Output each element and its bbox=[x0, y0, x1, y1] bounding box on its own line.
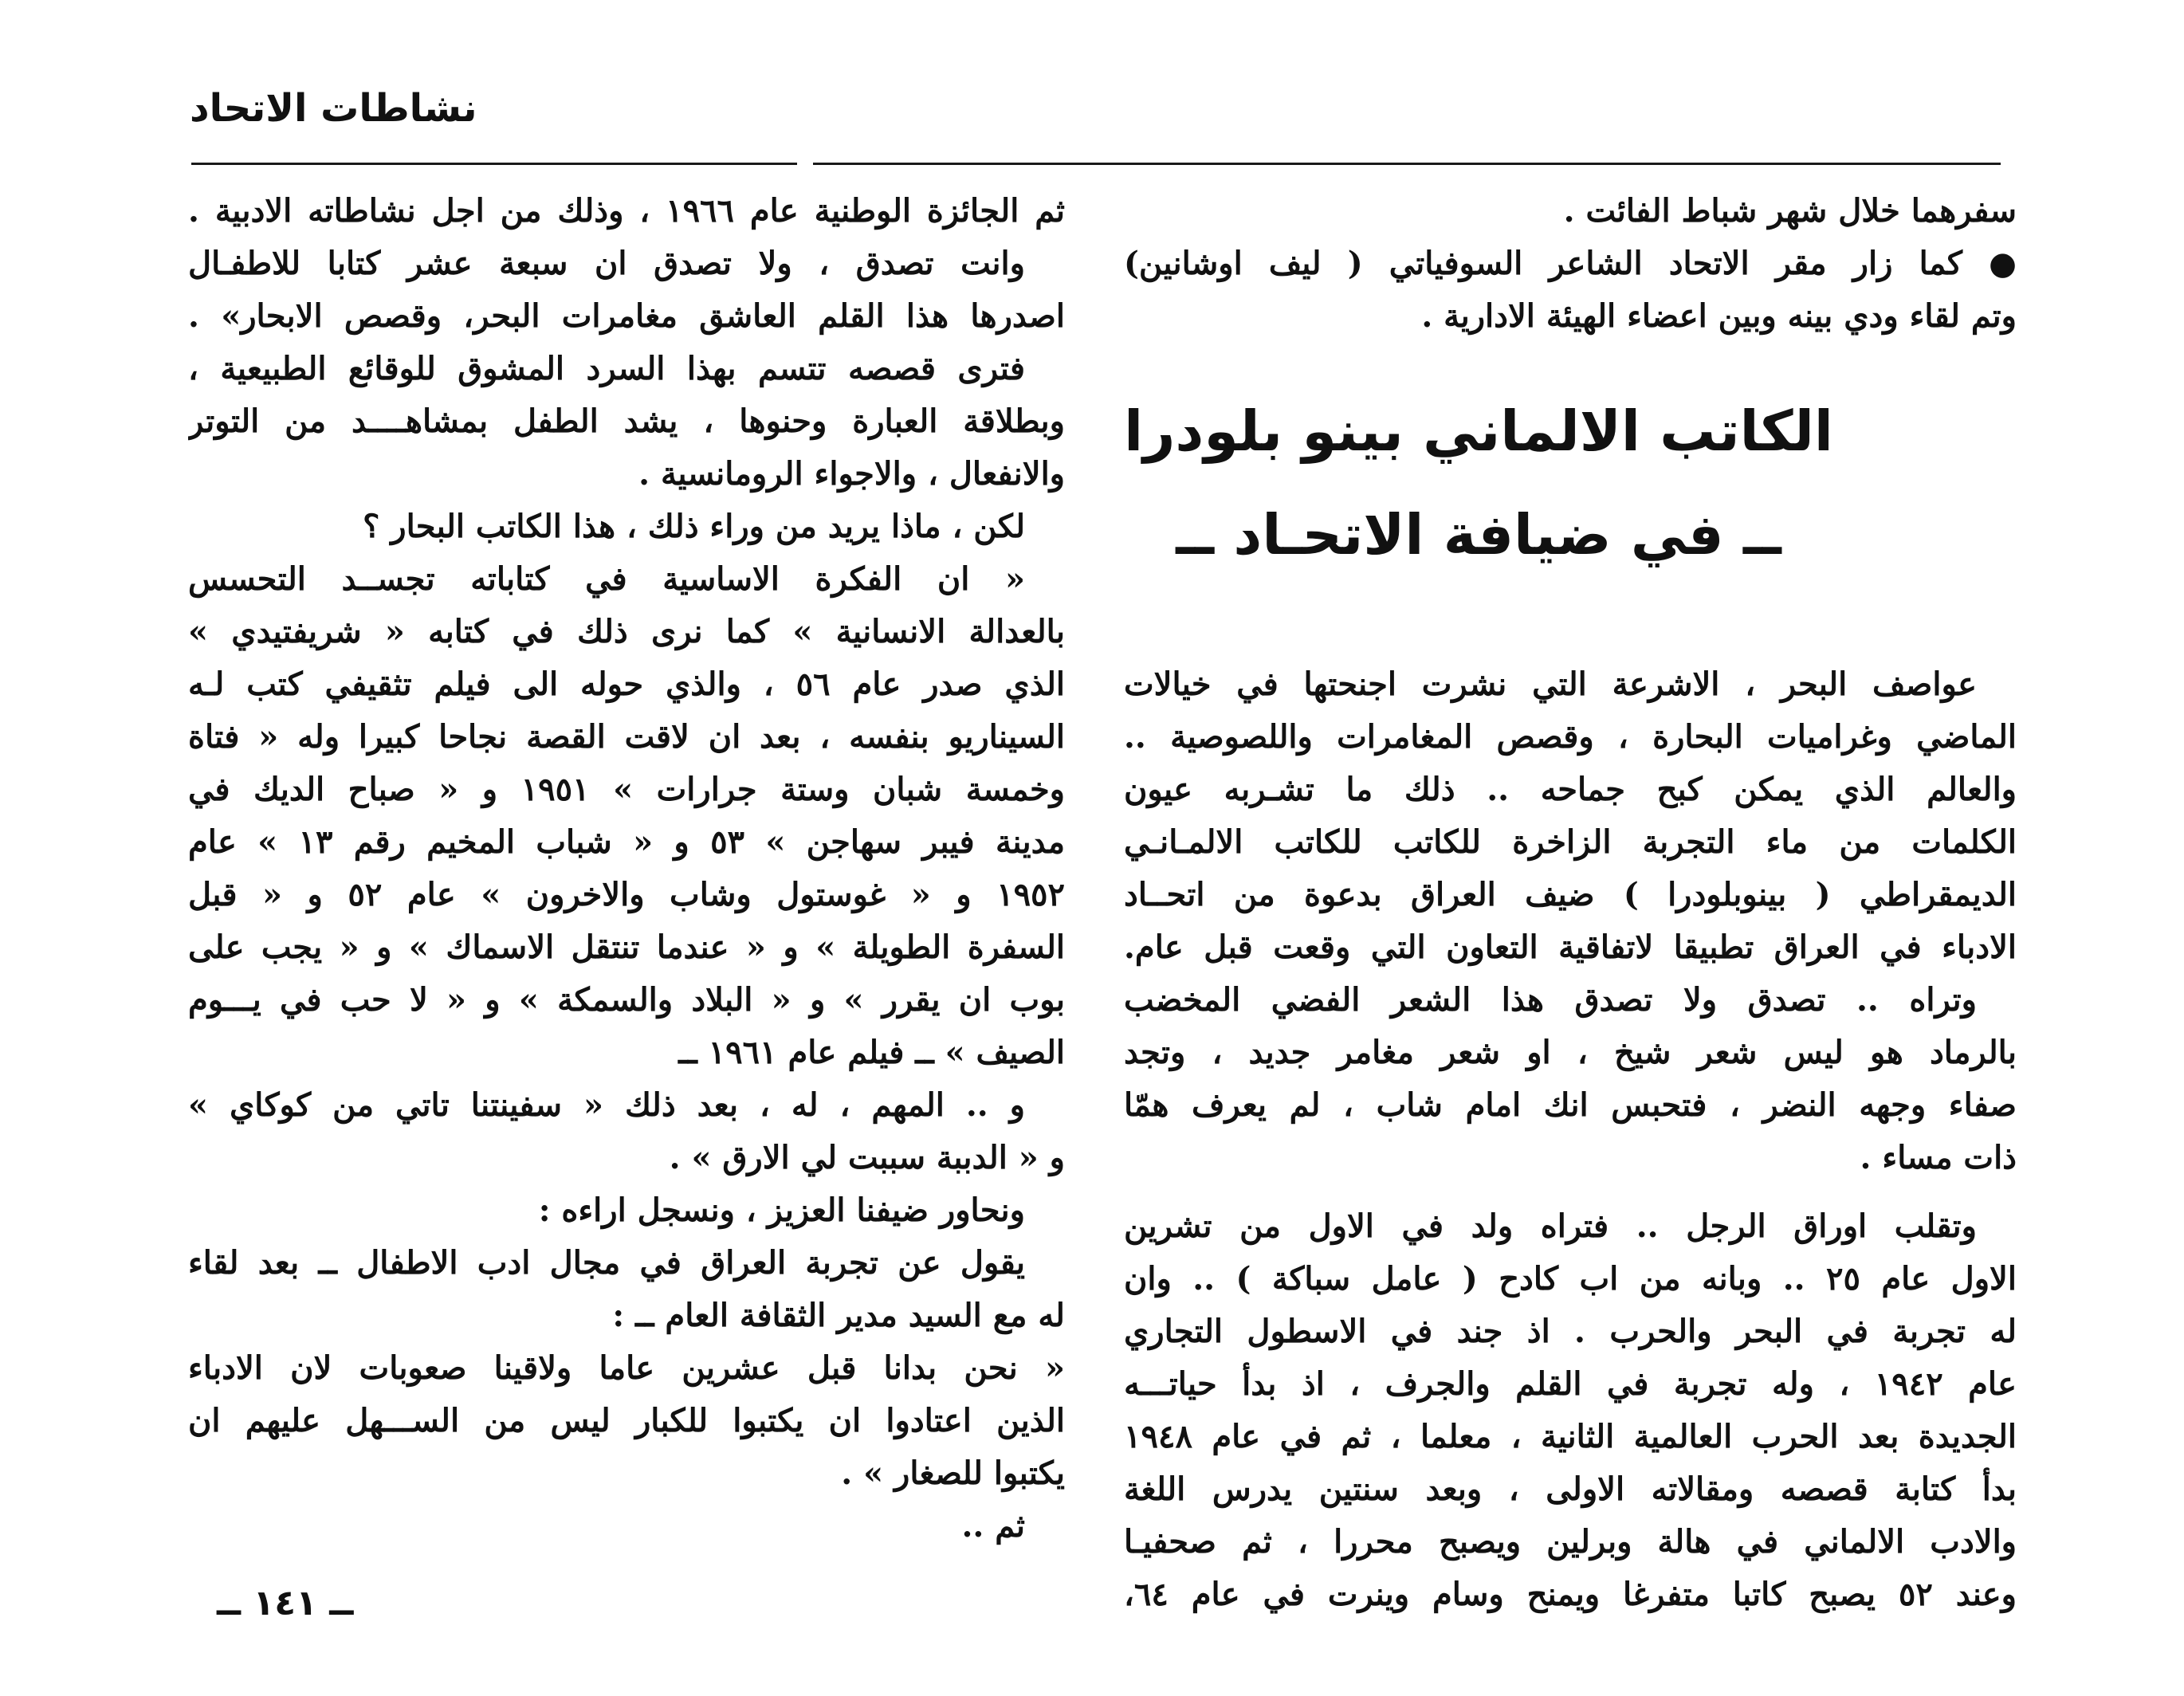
text-line: بالعدالة الانسانية » كما نرى ذلك في كتابه « شريفتيدي » bbox=[188, 613, 1065, 650]
right-column bbox=[1124, 185, 2017, 1621]
text-line: لكن ، ماذا يريد من وراء ذلك ، هذا الكاتب البحار ؟ bbox=[363, 508, 1025, 545]
article-paragraph bbox=[1124, 658, 2017, 974]
article-paragraph bbox=[188, 553, 1065, 1079]
text-line: له تجربة في البحر والحرب . اذ جند في الاسطول التجاري bbox=[1124, 1313, 2017, 1350]
text-line: الجديدة بعد الحرب العالمية الثانية ، معلما ، ثم في عام ١٩٤٨ bbox=[1124, 1418, 2017, 1455]
text-line: فترى قصصه تتسم بهذا السرد المشوق للوقائع الطبيعية ، bbox=[188, 350, 1025, 387]
text-line: اصدرها هذا القلم العاشق مغامرات البحر، وقصص الابحار» . bbox=[188, 297, 1065, 335]
text-line: له مع السيد مدير الثقافة العام ــ : bbox=[612, 1297, 1065, 1334]
paragraph-gap bbox=[1124, 1184, 2017, 1200]
text-line: عام ١٩٤٢ ، وله تجربة في القلم والجرف ، اذ بدأ حياتـــه bbox=[1124, 1365, 2017, 1403]
text-line: الصيف » ــ فيلم عام ١٩٦١ ــ bbox=[678, 1034, 1065, 1071]
header-rule-left bbox=[191, 163, 797, 165]
text-line: الادباء في العراق تطبيقا لاتفاقية التعاون التي وقعت قبل عام. bbox=[1124, 928, 2017, 966]
text-line: وتقلب اوراق الرجل .. فتراه ولد في الاول من تشرين bbox=[1124, 1207, 1977, 1245]
article-paragraph bbox=[188, 1342, 1065, 1500]
text-line: والانفعال ، والاجواء الرومانسية . bbox=[638, 455, 1065, 493]
text-line: يقول عن تجربة العراق في مجال ادب الاطفال ــ بعد لقاء bbox=[188, 1244, 1025, 1282]
running-header: نشاطات الاتحاد bbox=[190, 86, 477, 131]
text-line: وخمسة شبان وستة جرارات » ١٩٥١ و « صباح الديك في bbox=[188, 771, 1065, 808]
text-line: وانت تصدق ، ولا تصدق ان سبعة عشر كتابا للاطفـال bbox=[188, 245, 1025, 282]
text-line: « ان الفكرة الاساسية في كتاباته تجســد التحسس bbox=[188, 560, 1025, 598]
text-line: ونحاور ضيفنا العزيز ، ونسجل اراءه : bbox=[538, 1192, 1025, 1229]
text-line: الديمقراطي ( بينوبلودرا ) ضيف العراق بدعوة من اتحــاد bbox=[1124, 876, 2017, 913]
article-paragraph bbox=[188, 1237, 1065, 1342]
article-paragraph bbox=[188, 1184, 1065, 1237]
headline-line-1: الكاتب الالماني بينو بلودرا bbox=[1124, 398, 1833, 464]
text-line: ● كما زار مقر الاتحاد الشاعر السوفياتي ( ليف اوشانين) bbox=[1124, 245, 2017, 282]
text-line: صفاء وجهه النضر ، فتحبس انك امام شاب ، لم يعرف همّا bbox=[1124, 1086, 2017, 1124]
text-line: الذين اعتادوا ان يكتبوا للكبار ليس من الســـهل عليهم ان bbox=[188, 1402, 1065, 1439]
text-line: الماضي وغراميات البحارة ، وقصص المغامرات واللصوصية .. bbox=[1124, 718, 2017, 756]
text-line: بالرماد هو ليس شعر شيخ ، او شعر مغامر جديد ، وتجد bbox=[1124, 1034, 2017, 1071]
text-line: سفرهما خلال شهر شباط الفائت . bbox=[1563, 192, 2017, 230]
text-line: والادب الالماني في هالة وبرلين ويصبح محررا ، ثم صحفيـا bbox=[1124, 1523, 2017, 1561]
article-paragraph bbox=[188, 185, 1065, 343]
text-line: الذي صدر عام ٥٦ ، والذي حوله الى فيلم تثقيفي كتب لـه bbox=[188, 665, 1065, 703]
header-rule-right bbox=[813, 163, 2001, 165]
text-line: و .. المهم ، له ، بعد ذلك « سفينتنا تاتي من كوكاي » bbox=[188, 1086, 1025, 1124]
page-number: ــ ١٤١ ــ bbox=[217, 1583, 354, 1623]
article-paragraph bbox=[188, 501, 1065, 553]
article-paragraph bbox=[188, 1500, 1065, 1553]
text-line: مدينة فيبر سهاجن » ٥٣ و « شباب المخيم رقم ١٣ » عام bbox=[188, 823, 1065, 861]
text-line: وتراه .. تصدق ولا تصدق هذا الشعر الفضي المخضب bbox=[1124, 981, 1977, 1019]
text-line: ١٩٥٢ و « غوستول وشاب والاخرون » عام ٥٢ و « قبل bbox=[188, 876, 1065, 913]
text-line: وتم لقاء ودي بينه وبين اعضاء الهيئة الادارية . bbox=[1421, 297, 2017, 335]
article-paragraph bbox=[1124, 974, 2017, 1184]
text-line: عواصف البحر ، الاشرعة التي نشرت اجنحتها في خيالات bbox=[1124, 665, 1977, 703]
text-line: الاول عام ٢٥ .. وبانه من اب كادح ( عامل سباكة ) .. وان bbox=[1124, 1260, 2017, 1298]
text-line: يكتبوا للصغار » . bbox=[841, 1455, 1065, 1492]
intro-paragraph bbox=[1124, 185, 2017, 343]
text-line: وبطلاقة العبارة وحنوها ، يشد الطفل بمشاهــــد من التوتر bbox=[188, 402, 1065, 440]
text-line: « نحن بدانا قبل عشرين عاما ولاقينا صعوبات لان الادباء bbox=[188, 1349, 1065, 1387]
article-paragraph bbox=[1124, 1200, 2017, 1621]
article-headline bbox=[1124, 379, 2017, 587]
article-paragraph bbox=[188, 1079, 1065, 1184]
text-line: والعالم الذي يمكن كبح جماحه .. ذلك ما تشـربه عيون bbox=[1124, 771, 2017, 808]
text-line: السفرة الطويلة » و « عندما تنتقل الاسماك » و « يجب على bbox=[188, 928, 1065, 966]
text-line: ذات مساء . bbox=[1860, 1139, 2017, 1176]
text-line: السيناريو بنفسه ، بعد ان لاقت القصة نجاحا كبيرا وله « فتاة bbox=[188, 718, 1065, 756]
headline-line-2: ــ في ضيافة الاتحـاد ــ bbox=[1176, 502, 1781, 567]
text-line: الكلمات من ماء التجربة الزاخرة للكاتب للكاتب الالمـانـي bbox=[1124, 823, 2017, 861]
text-line: ثم الجائزة الوطنية عام ١٩٦٦ ، وذلك من اجل نشاطاته الادبية . bbox=[188, 192, 1065, 230]
text-line: بدأ كتابة قصصه ومقالاته الاولى ، وبعد سنتين يدرس اللغة bbox=[1124, 1470, 2017, 1508]
left-column bbox=[188, 185, 1065, 1553]
text-line: بوب ان يقرر » و « البلاد والسمكة » و « لا حب في يـــوم bbox=[188, 981, 1065, 1019]
article-paragraph bbox=[188, 343, 1065, 501]
text-line: وعند ٥٢ يصبح كاتبا متفرغا ويمنح وسام وينرت في عام ٦٤، bbox=[1124, 1576, 2017, 1613]
text-line: و « الدببة سببت لي الارق » . bbox=[669, 1139, 1065, 1176]
text-line: ثم .. bbox=[961, 1507, 1025, 1545]
